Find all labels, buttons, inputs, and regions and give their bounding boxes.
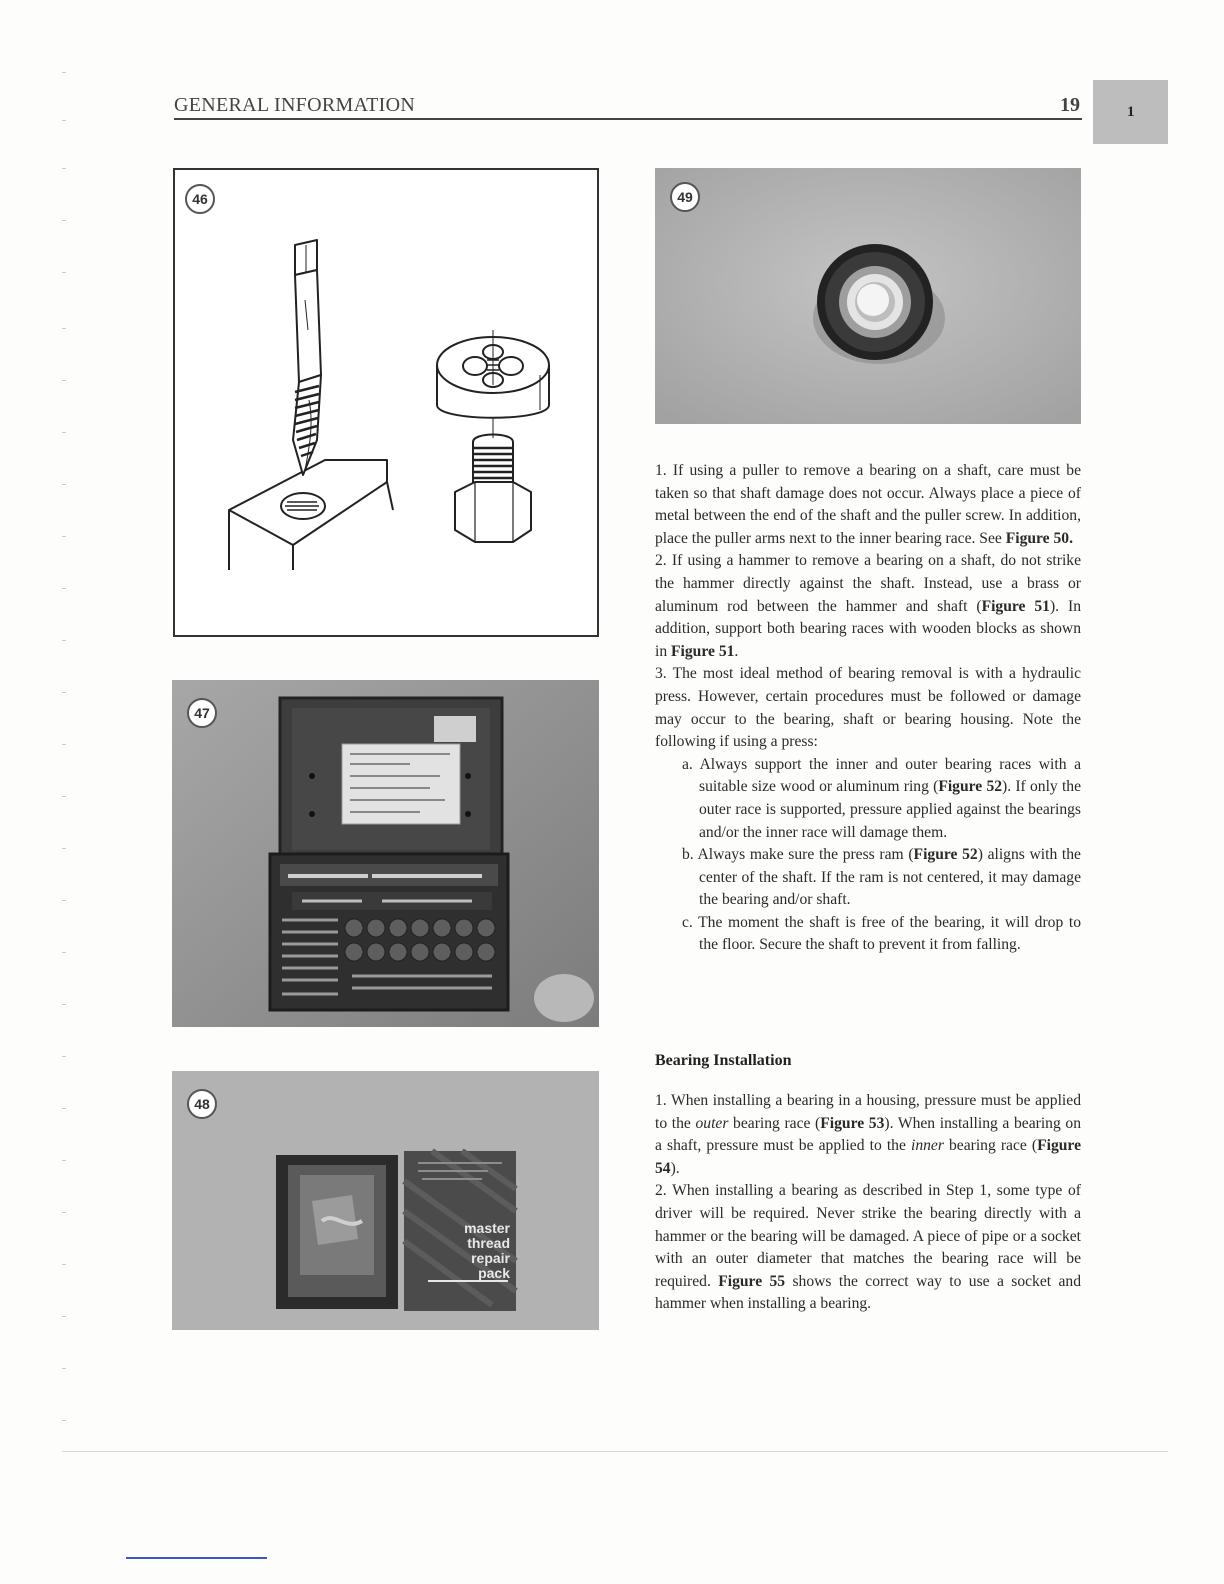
chapter-tab-number: 1: [1127, 104, 1135, 120]
tap-die-case-illustration: [172, 680, 599, 1027]
chapter-tab: [1093, 80, 1168, 144]
text-run: 2. If using a hammer to remove a bearing on a shaft, do not strike the hammer directly against the shaft. Instead, use a brass or aluminum rod between the hammer and shaft (: [655, 552, 1081, 615]
bearing-installation-heading: Bearing Installation: [655, 1052, 792, 1069]
figure-48-label: 48: [187, 1089, 217, 1119]
scan-margin-marks: [62, 60, 64, 1480]
figure-47-tap-die-set-photo: [172, 680, 599, 1027]
bearing-installation-text: [655, 1090, 1081, 1316]
figure-48-thread-repair-pack-photo: [172, 1071, 599, 1330]
figure-46-label: 46: [185, 184, 215, 214]
removal-step-1: [655, 460, 1081, 550]
installation-step-1: [655, 1090, 1081, 1180]
figure-reference: Figure 55: [718, 1272, 786, 1290]
text-run: 2. When installing a bearing as described in Step 1, some type of driver will be required. Never strike the bearing directly with a hammer or the bearing will be damaged. A piece of pipe or a socket with an outer diameter that matches the bearing race will be required.: [655, 1182, 1081, 1290]
text-run: ). When installing a bearing on a shaft, pressure must be applied to the: [655, 1114, 1081, 1155]
emphasis: outer: [695, 1114, 729, 1132]
figure-49-bearing-photo: [655, 168, 1081, 424]
footer-rule: [62, 1451, 1168, 1452]
text-run: 1. When installing a bearing in a housing, pressure must be applied to the: [655, 1092, 1081, 1132]
bearing-removal-text: [655, 460, 1081, 957]
text-run: bearing race (: [943, 1137, 1038, 1155]
text-run: shows the correct way to use a socket and hammer when installing a bearing.: [655, 1272, 1082, 1313]
removal-substep-b: [655, 844, 1081, 912]
text-run: ) aligns with the center of the shaft. If the ram is not centered, it may damage the bearing and/or shaft.: [699, 846, 1081, 909]
installation-step-2: [655, 1180, 1081, 1316]
pack-box-word: thread: [467, 1235, 510, 1251]
figure-reference: Figure 54: [655, 1137, 1081, 1177]
pack-box-word: repair: [471, 1250, 510, 1266]
text-run: bearing race (: [728, 1114, 821, 1132]
figure-reference: Figure 53: [820, 1114, 885, 1132]
figure-49-label: 49: [670, 182, 700, 212]
figure-reference: Figure 52: [938, 778, 1003, 796]
figure-46-tap-and-die: [173, 168, 599, 637]
removal-step-3: 3. The most ideal method of bearing removal is with a hydraulic press. However, certain procedures must be followed or damage may occur to the bearing, shaft or bearing housing. Note the following if using a press:: [655, 665, 1081, 751]
section-title: GENERAL INFORMATION: [174, 94, 416, 116]
text-run: 1. If using a puller to remove a bearing on a shaft, care must be taken so that shaft damage does not occur. Always place a piece of metal between the end of the shaft and the puller screw. In addition, place the puller arms next to the inner bearing race. See: [655, 462, 1081, 547]
figure-reference: Figure 51: [671, 642, 735, 660]
figure-reference: Figure 52: [913, 846, 978, 864]
bearing-illustration: [655, 168, 1081, 424]
text-run: b. Always make sure the press ram (: [682, 846, 914, 864]
running-header: [174, 94, 1082, 120]
footnote-link-underline: [126, 1557, 267, 1559]
tap-and-die-illustration: [175, 170, 597, 635]
pack-box-word: pack: [478, 1265, 510, 1281]
pack-box-label: [434, 1221, 510, 1281]
emphasis: inner: [910, 1137, 944, 1155]
figure-reference: Figure 51: [981, 597, 1050, 615]
page-number: 19: [1060, 94, 1080, 116]
text-run: a. Always support the inner and outer bearing races with a suitable size wood or aluminum ring (: [682, 755, 1081, 796]
removal-step-2: [655, 550, 1081, 663]
pack-box-word: master: [464, 1220, 510, 1236]
removal-substep-a: [655, 754, 1081, 844]
thread-repair-pack-illustration: [172, 1071, 599, 1330]
figure-47-label: 47: [187, 698, 217, 728]
text-run: ). In addition, support both bearing races with wooden blocks as shown in: [655, 597, 1081, 660]
text-run: ). If only the outer race is supported, pressure applied against the bearings and/or the inner race will damage them.: [699, 778, 1081, 841]
figure-reference: Figure 50.: [1005, 529, 1073, 547]
text-run: ).: [670, 1159, 680, 1177]
removal-substep-c: c. The moment the shaft is free of the bearing, it will drop to the floor. Secure the shaft to prevent it from falling.: [682, 913, 1081, 954]
text-run: .: [734, 642, 739, 660]
